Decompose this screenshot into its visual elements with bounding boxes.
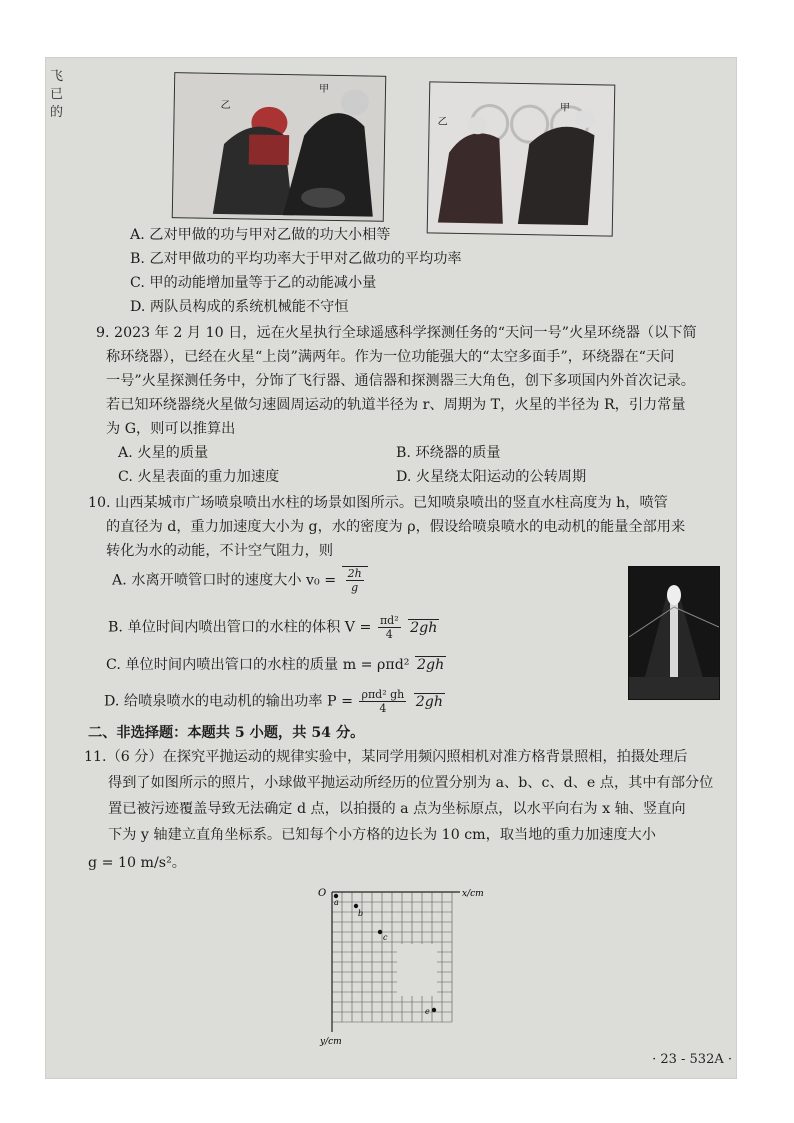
q10-option-c-text: C. 单位时间内喷出管口的水柱的质量 m = ρπd²: [106, 657, 410, 673]
q10-option-b-text: B. 单位时间内喷出管口的水柱的体积 V =: [108, 619, 372, 636]
side-char: 已: [50, 87, 64, 102]
q9-option-a: A. 火星的质量: [118, 445, 209, 461]
skating-photo-1: [172, 72, 387, 222]
denominator: 4: [379, 702, 387, 715]
q9-stem-line: 9. 2023 年 2 月 10 日，远在火星执行全球遥感科学探测任务的“天问一号”火星环绕器（以下简: [96, 325, 697, 341]
q10-option-d-text: D. 给喷泉喷水的电动机的输出功率 P =: [104, 693, 353, 710]
q9-stem-line: 若已知环绕器绕火星做匀速圆周运动的轨道半径为 r、周期为 T，火星的半径为 R，引力常量: [106, 397, 686, 413]
q8-option-d: D. 两队员构成的系统机械能不守恒: [130, 299, 349, 315]
skating-photo-2: [427, 81, 616, 236]
q8-option-a: A. 乙对甲做的功与甲对乙做的功大小相等: [130, 227, 391, 243]
projectile-grid-figure: [312, 882, 502, 1050]
q10-option-c: [106, 654, 446, 674]
side-char: 飞: [50, 69, 64, 84]
sqrt-sign: 2gh: [417, 657, 445, 673]
q9-stem-line: 一号”火星探测任务中，分饰了飞行器、通信器和探测器三大角色，创下多项国内外首次记录。: [106, 373, 695, 389]
q11-stem-line: 下为 y 轴建立直角坐标系。已知每个小方格的边长为 10 cm，取当地的重力加速度大小: [108, 827, 656, 843]
point-b-label: b: [358, 909, 364, 918]
fraction: [378, 614, 401, 641]
q11-stem-line: 得到了如图所示的照片，小球做平抛运动所经历的位置分别为 a、b、c、d、e 点，其中有部分位: [108, 775, 714, 791]
numerator: πd²: [379, 614, 399, 627]
point-c-label: c: [383, 933, 388, 942]
denominator: g: [351, 581, 359, 594]
x-axis-label: x/cm: [462, 889, 484, 899]
point-e: [432, 1008, 436, 1012]
sqrt-sign: 2gh: [415, 693, 444, 710]
numerator: 2h: [347, 567, 362, 580]
skaters-illustration-1: [173, 73, 385, 221]
q10-stem-line: 的直径为 d，重力加速度大小为 g，水的密度为 ρ，假设给喷泉喷水的电动机的能量全部用来: [106, 519, 686, 535]
q11-stem-line: 置已被污迹覆盖导致无法确定 d 点，以拍摄的 a 点为坐标原点，以水平向右为 x 轴、竖直向: [108, 801, 686, 817]
smudge-area: [397, 944, 437, 996]
q10-option-d: [104, 688, 445, 715]
q10-stem-line: 10. 山西某城市广场喷泉喷出水柱的场景如图所示。已知喷泉喷出的竖直水柱高度为 h，喷管: [88, 495, 668, 511]
denominator: 4: [385, 628, 393, 641]
page-footer: · 23 - 532A ·: [652, 1052, 732, 1067]
numerator: ρπd² gh: [361, 688, 405, 701]
q9-stem-line: 称环绕器），已经在火星“上岗”满两年。作为一位功能强大的“太空多面手”，环绕器在“天问: [106, 349, 675, 365]
sqrt-sign: [342, 566, 368, 594]
q10-stem-line: 转化为水的动能，不计空气阻力，则: [106, 543, 334, 559]
q8-option-b: B. 乙对甲做功的平均功率大于甲对乙做功的平均功率: [130, 251, 462, 267]
point-e-label: e: [425, 1007, 430, 1016]
q9-option-d: D. 火星绕太阳运动的公转周期: [396, 469, 587, 485]
q10-option-b: [108, 614, 439, 641]
grid-svg: [312, 882, 502, 1050]
fountain-photo: [628, 566, 720, 700]
section-heading: 二、非选择题：本题共 5 小题，共 54 分。: [88, 725, 365, 741]
q9-option-c: C. 火星表面的重力加速度: [118, 469, 280, 485]
q9-option-b: B. 环绕器的质量: [396, 445, 501, 461]
y-axis-label: y/cm: [320, 1037, 342, 1047]
q9-stem-line: 为 G，则可以推算出: [106, 421, 236, 437]
q11-stem-line: 11.（6 分）在探究平抛运动的规律实验中，某同学用频闪照相机对准方格背景照相，拍摄处理后: [84, 749, 688, 765]
fraction: [359, 688, 406, 715]
label-yi: 乙: [220, 99, 231, 112]
q10-option-a: [112, 566, 368, 594]
side-fragment: [50, 68, 66, 122]
point-a-label: a: [334, 898, 339, 907]
skaters-illustration-2: [428, 82, 615, 235]
q10-option-a-text: A. 水离开喷管口时的速度大小 v₀ =: [112, 572, 337, 589]
fountain-illustration: [629, 567, 719, 699]
point-c: [378, 930, 382, 934]
point-b: [354, 904, 358, 908]
side-char: 的: [50, 105, 64, 120]
fraction: [346, 567, 364, 594]
label-jia: 甲: [559, 102, 570, 114]
q8-option-c: C. 甲的动能增加量等于乙的动能减小量: [130, 275, 377, 291]
label-jia: 甲: [318, 83, 330, 95]
q11-stem-line: g = 10 m/s²。: [88, 855, 186, 871]
sqrt-sign: 2gh: [410, 619, 438, 636]
label-yi: 乙: [437, 116, 448, 128]
origin-label: O: [318, 888, 327, 899]
